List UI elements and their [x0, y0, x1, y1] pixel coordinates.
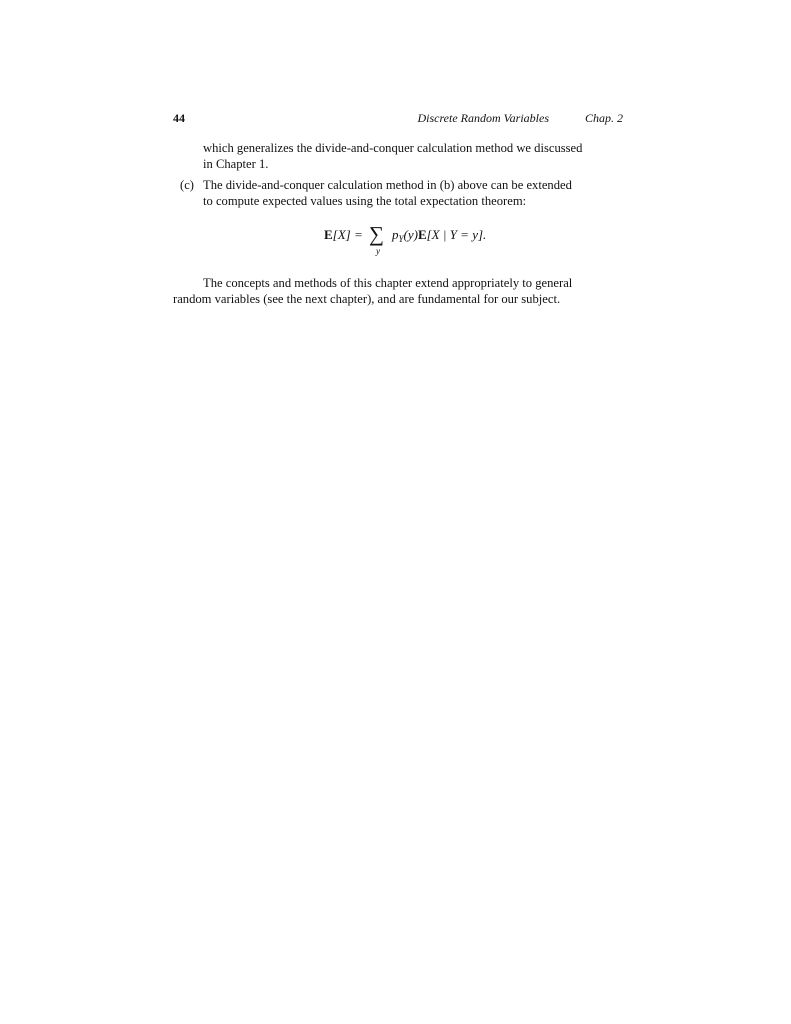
chapter-label: Chap. 2	[584, 111, 623, 125]
body-line: which generalizes the divide-and-conquer calculation method we discussed	[203, 141, 583, 155]
equation-lhs: E[X] =	[324, 227, 363, 242]
list-item-line: The divide-and-conquer calculation method in (b) above can be extended	[203, 178, 572, 192]
paragraph-line: random variables (see the next chapter), and are fundamental for our subject.	[173, 292, 561, 306]
body-line: in Chapter 1.	[203, 157, 269, 171]
summation-index: y	[376, 246, 380, 256]
equation-rhs: $p_Y(y)E[X$ | Y = y].	[392, 227, 487, 244]
list-item-label: (c)	[180, 178, 194, 192]
page-number: 44	[173, 111, 185, 125]
chapter-title: Discrete Random Variables	[417, 111, 549, 125]
list-item-line: to compute expected values using the total expectation theorem:	[203, 194, 527, 208]
paragraph-line: The concepts and methods of this chapter extend appropriately to general	[203, 276, 573, 290]
summation-symbol: ∑	[369, 222, 384, 246]
running-head	[173, 111, 623, 127]
